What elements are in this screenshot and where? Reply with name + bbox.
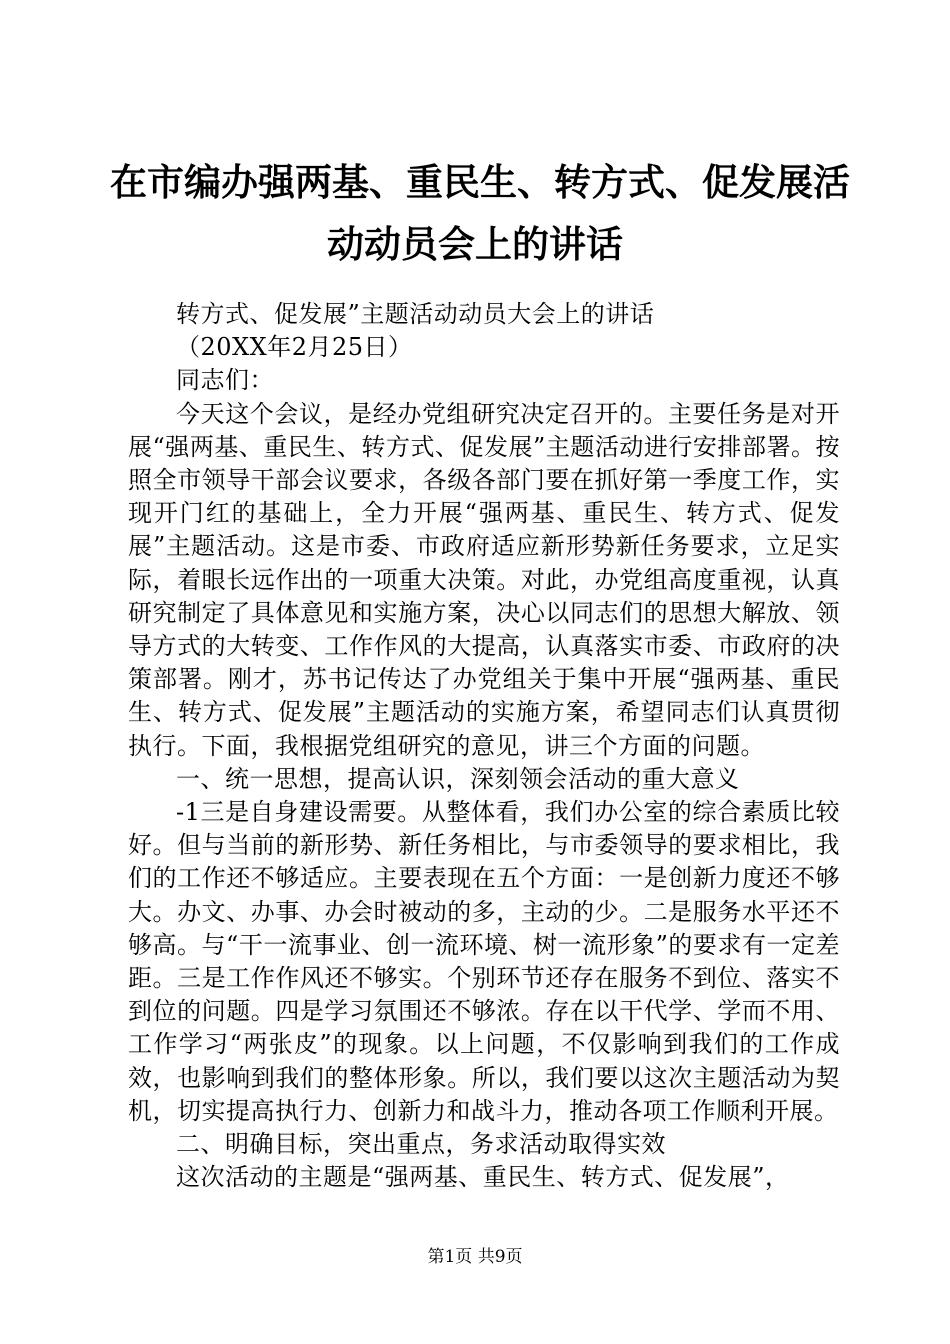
date-paragraph: （20XX年2月25日） (176, 333, 413, 362)
subtitle-paragraph: 转方式、促发展”主题活动动员大会上的讲话 (176, 300, 655, 328)
body-paragraph: -1三是自身建设需要。从整体看，我们办公室的综合素质比较好。但与当前的新形势、新任务相比，与市委领导的要求相比，我们的工作还不够适应。主要表现在五个方面：一是创新力度还不够大。办文、办事、办会时被动的多，主动的少。二是服务水平还不够高。与“干一流事业、创一流环境、树一流形象”的要求有一定差距。三是工作作风还不够实。个别环节还存在服务不到位、落实不到位的问题。四是学习氛围还不够浓。存在以干代学、学而不用、工作学习“两张皮”的现象。以上问题，不仅影响到我们的工作成效，也影响到我们的整体形象。所以，我们要以这次主题活动为契机，切实提高执行力、创新力和战斗力，推动各项工作顺利开展。 (128, 798, 840, 1125)
page-footer: 第1页 共9页 (427, 1247, 523, 1267)
section-heading-1: 一、统一思想，提高认识，深刻领会活动的重大意义 (176, 764, 740, 793)
title-line-2: 动动员会上的讲话 (327, 223, 623, 266)
document-title (110, 152, 850, 276)
document-body (128, 298, 840, 1194)
salutation-paragraph: 同志们： (176, 366, 274, 395)
section-heading-2: 二、明确目标，突出重点，务求活动取得实效 (176, 1130, 666, 1159)
body-paragraph: 今天这个会议，是经办党组研究决定召开的。主要任务是对开展“强两基、重民生、转方式、促发展”主题活动进行安排部署。按照全市领导干部会议要求，各级各部门要在抓好第一季度工作，实现开门红的基础上，全力开展“强两基、重民生、转方式、促发展”主题活动。这是市委、市政府适应新形势新任务要求，立足实际，着眼长远作出的一项重大决策。对此，办党组高度重视，认真研究制定了具体意见和实施方案，决心以同志们的思想大解放、领导方式的大转变、工作作风的大提高，认真落实市委、市政府的决策部署。刚才，苏书记传达了办党组关于集中开展“强两基、重民生、转方式、促发展”主题活动的实施方案，希望同志们认真贯彻执行。下面，我根据党组研究的意见，讲三个方面的问题。 (128, 399, 840, 760)
title-line-1: 在市编办强两基、重民生、转方式、促发展活 (110, 161, 850, 204)
body-paragraph: 这次活动的主题是“强两基、重民生、转方式、促发展”， (176, 1163, 790, 1192)
